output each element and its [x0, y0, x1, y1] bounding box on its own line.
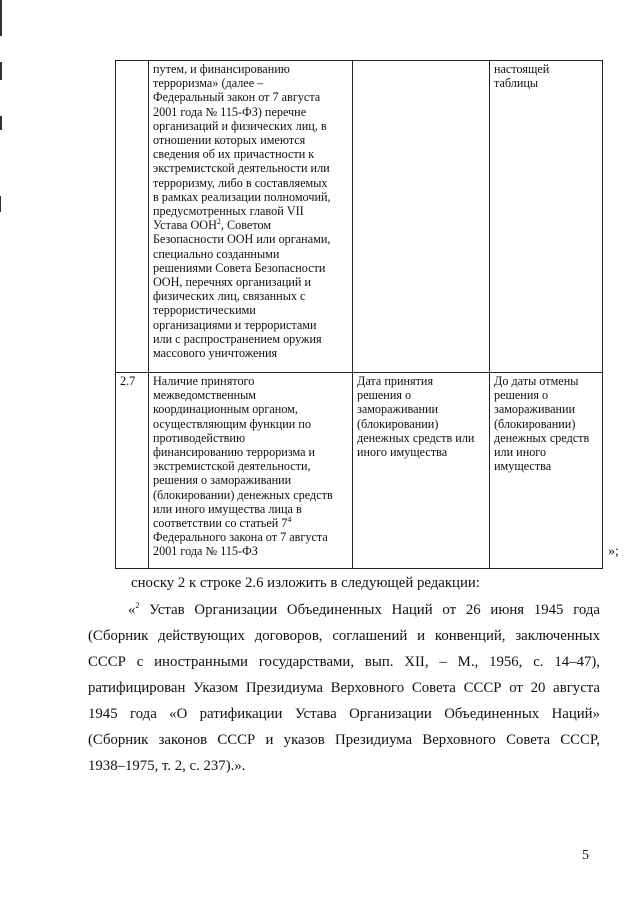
footnote-text-paragraph — [88, 597, 600, 779]
table-row-continued — [116, 61, 603, 373]
footnote-intro-paragraph: сноску 2 к строке 2.6 изложить в следующей редакции: — [131, 575, 480, 591]
scan-margin-mark — [0, 116, 2, 130]
footnote-line — [88, 597, 600, 623]
row-description-cell — [149, 373, 353, 569]
scan-margin-mark — [0, 62, 2, 80]
footnote-line: СССР с иностранными государствами, вып. XII, – М., 1956, с. 14–47), — [88, 654, 600, 670]
footnote-line: (Сборник действующих договоров, соглашений и конвенций, заключенных — [88, 628, 600, 644]
description-text: Наличие принятого межведомственным координационным органом, осуществляющим функции по противодействию финансированию терроризма и экстремистской деятельности, решения о замораживании (блокировании) денежных средств или иного имущества лица в соответствии со статьей 7 — [153, 374, 333, 531]
description-text-tail: Федерального закона от 7 августа 2001 года № 115-ФЗ — [153, 530, 328, 559]
row-end-date-cell: настоящей таблицы — [490, 61, 603, 373]
page-number: 5 — [582, 848, 589, 863]
row-number-cell: 2.7 — [116, 373, 149, 569]
row-number-cell — [116, 61, 149, 373]
footnote-open-quote: « — [128, 602, 136, 618]
row-end-date-cell: До даты отмены решения о замораживании (блокировании) денежных средств или иного имущества — [490, 373, 603, 569]
footnote-line-text: Устав Организации Объединенных Наций от 26 июня 1945 года — [139, 602, 600, 618]
row-start-date-cell — [353, 61, 490, 373]
scan-margin-mark — [0, 196, 1, 212]
regulation-table — [115, 60, 603, 569]
description-text: путем, и финансированию терроризма» (далее – Федеральный закон от 7 августа 2001 года № 115-ФЗ) перечне организаций и физических лиц, в отношении которых имеются сведения об их причастности к экстремистской деятельности или терроризму, либо в составляемых в рамках реализации полномочий, предусмотренных главой VII Устава ООН — [153, 62, 331, 233]
footnote-line: 1938–1975, т. 2, с. 237).». — [88, 758, 246, 774]
footnote-line: 1945 года «О ратификации Устава Организации Объединенных Наций» — [88, 706, 600, 722]
row-start-date-cell: Дата принятия решения о замораживании (блокировании) денежных средств или иного имущества — [353, 373, 490, 569]
scan-margin-mark — [0, 0, 2, 36]
footnote-ref: 2 — [216, 217, 221, 227]
closing-quote-mark: »; — [608, 544, 619, 559]
footnote-line: ратифицирован Указом Президиума Верховного Совета СССР от 20 августа — [88, 680, 600, 696]
description-text-tail: , Советом Безопасности ООН или органами, специально созданными решениями Совета Безопасности ООН, перечнях организаций и физических лиц, связанных с террористическими организациями и террористами или с распространением оружия массового уничтожения — [153, 218, 331, 361]
footnote-line: (Сборник законов СССР и указов Президиума Верховного Совета СССР, — [88, 732, 600, 748]
footnote-number: 2 — [135, 601, 140, 611]
row-description-cell — [149, 61, 353, 373]
footnote-ref: 4 — [287, 514, 292, 524]
table-row-2-7 — [116, 373, 603, 569]
